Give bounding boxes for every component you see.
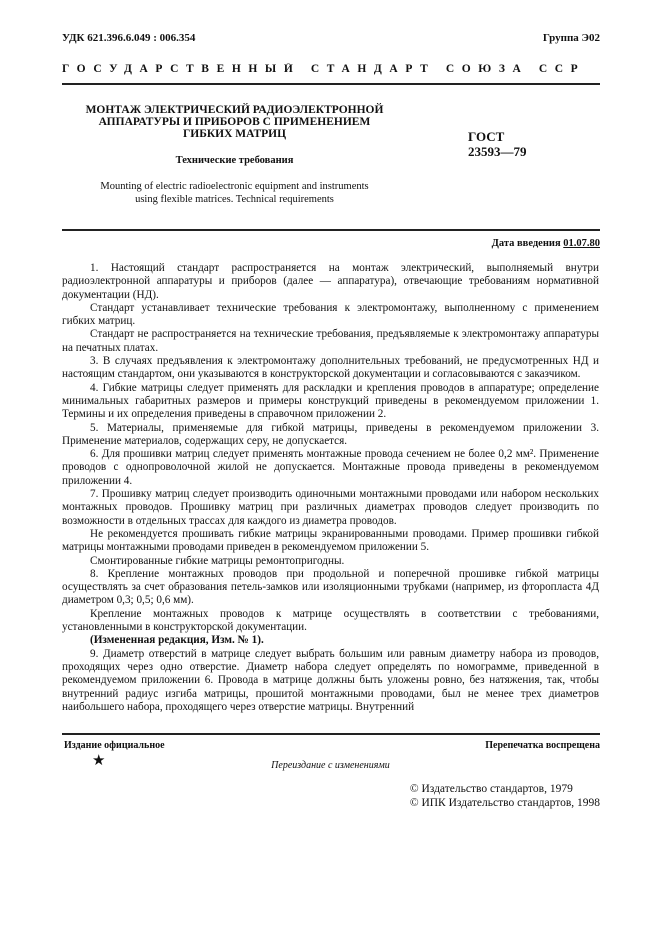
- footer-rule: [62, 733, 600, 735]
- gost-designation: [468, 129, 527, 159]
- copyright-line-1: © Издательство стандартов, 1979: [409, 783, 573, 795]
- english-title-line-1: Mounting of electric radioelectronic equipment and instruments: [100, 181, 369, 192]
- title-line-1: МОНТАЖ ЭЛЕКТРИЧЕСКИЙ РАДИОЭЛЕКТРОННОЙ: [85, 104, 384, 116]
- gost-number: 23593—79: [468, 144, 527, 159]
- copyright-block: [410, 782, 600, 810]
- official-edition-label: Издание официальное: [64, 740, 165, 751]
- paragraph: 3. В случаях предъявления к электромонтажу дополнительных требований, не предусмотренных НД и настоящим стандартом, они указываются в конструкторской документации и согласовываются с заказчиком.: [62, 355, 599, 381]
- paragraph: 9. Диаметр отверстий в матрице следует выбрать большим или равным диаметру набора из проводов, проходящих через одно отверстие. Диаметр набора следует определять по номограмме, приведенной в рекомендуемом приложении 6. Провода в матрице должны быть уложены ровно, без натяжения, так, чтобы внутренний радиус изгиба матрицы, прошитой монтажными проводами, был не менее трех диаметров наибольшего набора, проходящего через отверстие матрицы. Внутренний: [62, 647, 599, 713]
- paragraph: Крепление монтажных проводов к матрице осуществлять в соответствии с требованиями, установленными в конструкторской документации.: [62, 607, 599, 634]
- title-line-3: ГИБКИХ МАТРИЦ: [182, 128, 287, 140]
- title-line-2: АППАРАТУРЫ И ПРИБОРОВ С ПРИМЕНЕНИЕМ: [98, 116, 371, 128]
- paragraph: Стандарт устанавливает технические требования к электромонтажу, выполненному с применением гибких матриц.: [62, 301, 599, 328]
- document-body: [62, 262, 599, 714]
- english-title-line-2: using flexible matrices. Technical requirements: [135, 194, 334, 205]
- group-code: Группа Э02: [542, 32, 600, 44]
- reprint-banned-label: Перепечатка воспрещена: [485, 740, 600, 751]
- gost-label: ГОСТ: [468, 129, 505, 144]
- document-title: [62, 104, 407, 140]
- introduction-date-label: Дата введения: [491, 238, 561, 249]
- udk-code: УДК 621.396.6.049 : 006.354: [62, 32, 196, 44]
- header-rule: [62, 83, 600, 85]
- paragraph: 5. Материалы, применяемые для гибкой матрицы, приведены в рекомендуемом приложении 3. Применение материалов, содержащих серу, не допускается.: [62, 421, 599, 447]
- english-title: [62, 180, 407, 206]
- paragraph: 7. Прошивку матриц следует производить одиночными монтажными проводами или набором нескольких монтажных проводов. Прошивку матриц при различных диаметрах проводов следует производить по возможности в отдельных трассах для каждого из диаметра проводов.: [62, 488, 599, 527]
- state-standard-heading: ГОСУДАРСТВЕННЫЙ СТАНДАРТ СОЮЗА ССР: [62, 63, 586, 75]
- paragraph: Стандарт не распространяется на технические требования, предъявляемые к электромонтажу аппаратуры на печатных платах.: [62, 328, 599, 354]
- introduction-date: [492, 238, 600, 249]
- paragraph: Не рекомендуется прошивать гибкие матрицы экранированными проводами. Пример прошивки гибкой матрицы монтажными проводами приведен в рекомендуемом приложении 5.: [62, 527, 599, 554]
- document-subtitle: Технические требования: [175, 155, 294, 166]
- star-icon: ★: [92, 753, 106, 769]
- paragraph: 8. Крепление монтажных проводов при продольной и поперечной прошивке гибкой матрицы осуществлять за счет образования петель-замков или изоляционными трубками (например, из фторопласта 4Д диаметром 0,3; 0,5; 0,6 мм).: [62, 567, 599, 607]
- amendment-note: (Измененная редакция, Изм. № 1).: [90, 634, 264, 647]
- paragraph: 6. Для прошивки матриц следует применять монтажные провода сечением не более 0,2 мм². Применение проводов с однопроволочной жилой не допускается. Монтажные провода приведены в рекомендуемом приложении 4.: [62, 448, 599, 487]
- paragraph: 4. Гибкие матрицы следует применять для раскладки и крепления проводов в аппаратуре; определение минимальных габаритных размеров и примеры конструкций приведены в рекомендуемом приложении 1. Термины и их определения приведены в справочном приложении 2.: [62, 381, 599, 421]
- introduction-date-value: 01.07.80: [563, 238, 600, 249]
- paragraph: 1. Настоящий стандарт распространяется на монтаж электрический, выполняемый внутри радиоэлектронной аппаратуры и приборов (далее — аппаратура), отвечающие требованиям нормативной документации (НД).: [62, 262, 599, 301]
- title-rule: [62, 229, 600, 231]
- reissue-note: Переиздание с изменениями: [271, 760, 390, 771]
- copyright-line-2: © ИПК Издательство стандартов, 1998: [409, 797, 600, 809]
- paragraph: Смонтированные гибкие матрицы ремонтопригодны.: [90, 554, 345, 567]
